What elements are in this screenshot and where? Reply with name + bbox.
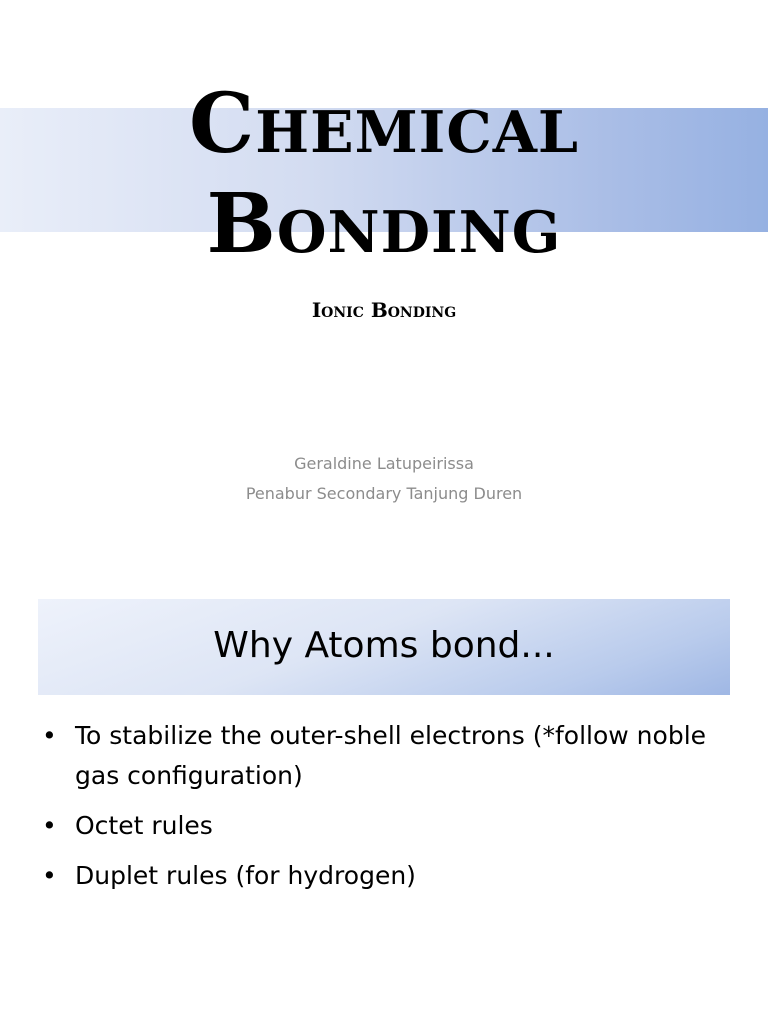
list-item [38,716,718,796]
slide-heading: Why Atoms bond... [213,625,555,666]
title-line-1: Chemical [189,76,579,172]
slide-subtitle: Ionic Bonding [311,298,457,322]
slide-title [0,74,768,274]
list-item [38,856,718,896]
author-school: Penabur Secondary Tanjung Duren [245,484,523,503]
list-item [38,806,718,846]
author-block [0,449,768,509]
bullet-text: Duplet rules (for hydrogen) [75,861,416,890]
bullet-icon: • [42,811,57,840]
author-name: Geraldine Latupeirissa [294,454,474,473]
content-slide [0,570,768,1024]
bullet-text: Octet rules [75,811,213,840]
bullet-icon: • [42,861,57,890]
title-line-2: Bonding [206,176,562,272]
bullet-text: To stabilize the outer-shell electrons (*follow noble gas configuration) [75,721,707,790]
bullet-icon: • [42,721,57,750]
bullet-list [38,716,718,906]
